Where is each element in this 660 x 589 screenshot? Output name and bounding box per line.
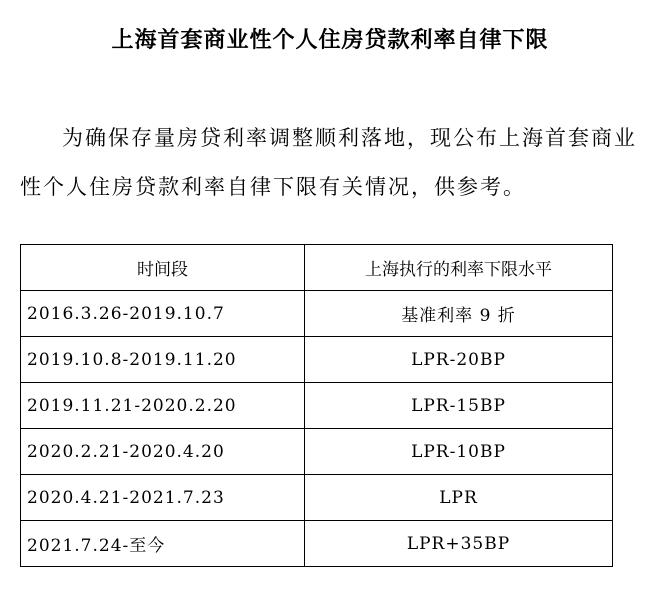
period-cell: 2021.7.24-至今: [21, 521, 305, 567]
table-row: [21, 337, 613, 383]
rate-floor-table: [20, 244, 613, 567]
column-header-rate-floor: 上海执行的利率下限水平: [305, 245, 613, 291]
table-row: [21, 291, 613, 337]
rate-cell: LPR-15BP: [305, 383, 613, 429]
period-cell: 2020.4.21-2021.7.23: [21, 475, 305, 521]
rate-cell: LPR-10BP: [305, 429, 613, 475]
rate-cell: 基准利率 9 折: [305, 291, 613, 337]
intro-paragraph: 为确保存量房贷利率调整顺利落地，现公布上海首套商业性个人住房贷款利率自律下限有关情况，供参考。: [20, 126, 637, 199]
table-row: [21, 383, 613, 429]
period-cell: 2019.10.8-2019.11.20: [21, 337, 305, 383]
table-row: [21, 475, 613, 521]
rate-cell: LPR: [305, 475, 613, 521]
table-row: [21, 429, 613, 475]
table-header-row: [21, 245, 613, 291]
table-row: [21, 521, 613, 567]
period-cell: 2020.2.21-2020.4.20: [21, 429, 305, 475]
period-cell: 2019.11.21-2020.2.20: [21, 383, 305, 429]
column-header-period: 时间段: [21, 245, 305, 291]
document-title: 上海首套商业性个人住房贷款利率自律下限: [111, 28, 549, 53]
rate-cell: LPR+35BP: [305, 521, 613, 567]
rate-cell: LPR-20BP: [305, 337, 613, 383]
period-cell: 2016.3.26-2019.10.7: [21, 291, 305, 337]
